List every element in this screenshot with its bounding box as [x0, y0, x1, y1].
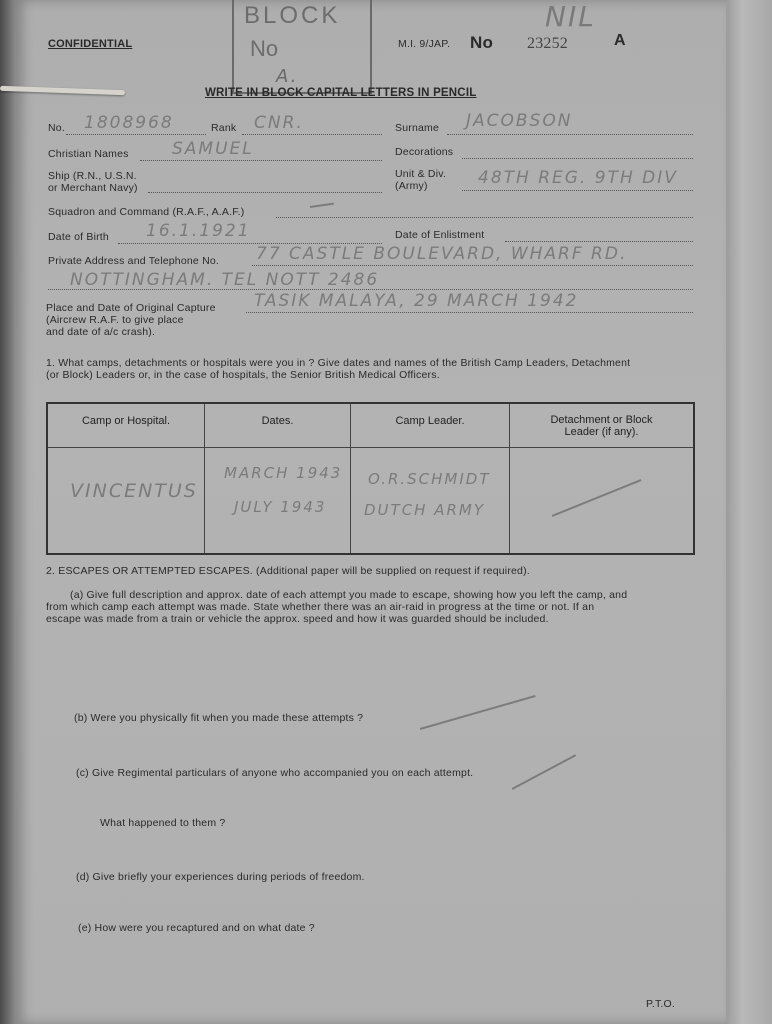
- christian-names-value: SAMUEL: [172, 139, 254, 159]
- unit-value: 48TH REG. 9TH DIV: [478, 168, 678, 188]
- address-value-line1: 77 CASTLE BOULEVARD, WHARF RD.: [256, 244, 628, 264]
- question-2c-followup: What happened to them ?: [100, 817, 226, 829]
- address-label: Private Address and Telephone No.: [48, 255, 220, 267]
- dates-line2: JULY 1943: [234, 498, 327, 516]
- block-stamp-number: No: [250, 36, 279, 61]
- address-value-line2: NOTTINGHAM. TEL NOTT 2486: [70, 270, 380, 290]
- question-2-title: 2. ESCAPES OR ATTEMPTED ESCAPES. (Additional paper will be supplied on request if required).: [46, 565, 530, 577]
- no-value: 1808968: [84, 113, 174, 133]
- capture-label-line3: and date of a/c crash).: [46, 326, 156, 338]
- rank-label: Rank: [211, 122, 237, 134]
- form-reference: M.I. 9/JAP.: [398, 38, 451, 50]
- question-2c: (c) Give Regimental particulars of anyone who accompanied you on each attempt.: [76, 767, 474, 779]
- table-header-camp: Camp or Hospital.: [48, 404, 205, 447]
- instruction-heading: WRITE IN BLOCK CAPITAL LETTERS IN PENCIL: [205, 87, 477, 99]
- form-number: 23252: [527, 35, 568, 52]
- pto-label: P.T.O.: [646, 998, 676, 1010]
- form-suffix: A: [614, 32, 626, 49]
- camp-value: VINCENTUS: [70, 480, 198, 502]
- leader-line2: DUTCH ARMY: [364, 501, 486, 519]
- enlistment-label: Date of Enlistment: [395, 229, 485, 241]
- question-2b: (b) Were you physically fit when you made these attempts ?: [74, 712, 364, 724]
- question-2a-line3: escape was made from a train or vehicle the approx. speed and how it was guarded should be included.: [46, 613, 549, 625]
- dob-value: 16.1.1921: [146, 221, 251, 241]
- question-2d: (d) Give briefly your experiences during periods of freedom.: [76, 871, 365, 883]
- surname-value: JACOBSON: [466, 111, 573, 131]
- question-2a-line2: from which camp each attempt was made. State whether there was an air-raid in progress at the time or not. If an: [46, 601, 595, 613]
- no-label: No.: [48, 122, 65, 134]
- leader-line1: O.R.SCHMIDT: [368, 470, 491, 488]
- question-2a-line1: (a) Give full description and approx. date of each attempt you made to escape, showing how you left the camp, and: [70, 589, 628, 601]
- capture-value: TASIK MALAYA, 29 MARCH 1942: [254, 291, 579, 311]
- christian-names-label: Christian Names: [48, 148, 129, 160]
- surname-label: Surname: [395, 122, 440, 134]
- dates-line1: MARCH 1943: [224, 464, 343, 482]
- number-label: No: [470, 33, 494, 52]
- capture-label-line1: Place and Date of Original Capture: [46, 302, 216, 314]
- block-stamp-text: BLOCK: [244, 2, 341, 29]
- capture-label-line2: (Aircrew R.A.F. to give place: [46, 314, 184, 326]
- unit-label-line1: Unit & Div.: [395, 168, 447, 180]
- table-header-detachment: Detachment or Block Leader (if any).: [550, 414, 653, 438]
- question-1-line1: 1. What camps, detachments or hospitals were you in ? Give dates and names of the British Camp Leaders, Detachment: [46, 357, 631, 369]
- camps-table: [46, 402, 695, 555]
- squadron-label: Squadron and Command (R.A.F., A.A.F.): [48, 206, 245, 218]
- ship-label-line1: Ship (R.N., U.S.N.: [48, 170, 137, 182]
- nil-annotation: NIL: [545, 0, 596, 33]
- question-2e: (e) How were you recaptured and on what date ?: [78, 922, 315, 934]
- dob-label: Date of Birth: [48, 231, 109, 243]
- confidential-label: CONFIDENTIAL: [48, 38, 133, 50]
- unit-label-line2: (Army): [395, 180, 428, 192]
- question-1-line2: (or Block) Leaders or, in the case of hospitals, the Senior British Medical Officers.: [46, 369, 440, 381]
- block-stamp-letter: A.: [276, 66, 299, 87]
- table-header-dates: Dates.: [205, 404, 351, 447]
- next-page-edge: [726, 0, 772, 1024]
- rank-value: CNR.: [254, 113, 304, 133]
- decorations-label: Decorations: [395, 146, 454, 158]
- ship-label-line2: or Merchant Navy): [48, 182, 138, 194]
- table-header-leader: Camp Leader.: [351, 404, 510, 447]
